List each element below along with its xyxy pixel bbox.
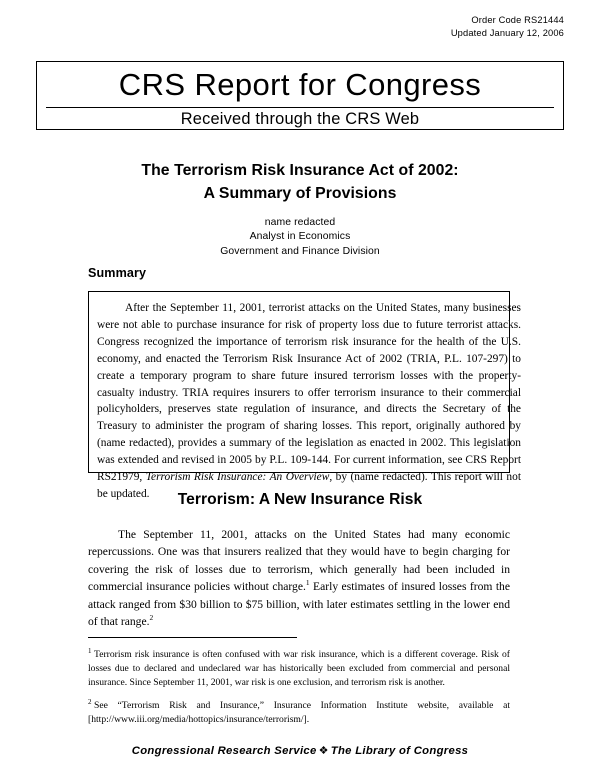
summary-text: [97, 300, 521, 503]
body-paragraph-part-1: The September 11, 2001, attacks on the United States had many economic repercussions. One was that insurers realized that they would have to begin charging for covering the risk of losses due to terrorism, which generally had been included in commercial insurance policies without charge.: [88, 528, 510, 594]
footnote-text: Terrorism risk insurance is often confused with war risk insurance, which is a different coverage. Risk of losses due to declared and undeclared war has historically been excluded from commercial and personal insurance. Since September 11, 2001, war risk is one exclusion, and terrorism risk is another.: [88, 649, 510, 689]
author-title: Analyst in Economics: [249, 231, 351, 243]
masthead-subtitle: Received through the CRS Web: [180, 110, 420, 128]
updated-date-text: Updated January 12, 2006: [450, 28, 564, 39]
body-paragraph: [88, 526, 510, 630]
page-title-line-2: A Summary of Provisions: [203, 184, 397, 202]
footnote-marker: 1: [88, 646, 92, 655]
footnote-marker: 2: [88, 698, 92, 707]
footnotes-area: [88, 648, 510, 736]
masthead-box: [36, 61, 564, 130]
footnote-reference-1: 1: [305, 578, 310, 588]
footnote-item: [88, 699, 510, 727]
footnote-item: [88, 648, 510, 690]
footnote-separator: [88, 637, 297, 638]
footer-right-text: The Library of Congress: [330, 745, 469, 757]
footer-left-text: Congressional Research Service: [131, 745, 317, 757]
author-division: Government and Finance Division: [220, 245, 380, 257]
page-title-line-1: The Terrorism Risk Insurance Act of 2002:: [141, 162, 459, 179]
footnote-reference-2: 2: [149, 613, 154, 623]
masthead-title: CRS Report for Congress: [118, 67, 482, 102]
summary-text-part-1: After the September 11, 2001, terrorist attacks on the United States, many businesses were not able to purchase insurance for risk of property loss due to future terrorist attacks. Congress recognized the importance of terrorism risk insurance for the health of the U.S. economy, and enacted the Terrorism Risk Insurance Act of 2002 (TRIA, P.L. 107-297) to create a temporary program to share future insured terrorism losses with the property-casualty industry. TRIA requires insurers to offer terrorism insurance to their commercial policyholders, preserves state regulation of insurance, and directs the Secretary of the Treasury to administer the program of sharing losses. This report, originally authored by (name redacted), provides a summary of the legislation as enacted in 2002. This legislation was extended and revised in 2005 by P.L. 109-144. For current information, see CRS Report RS21979,: [97, 302, 521, 484]
byline: [60, 216, 540, 259]
order-code-text: Order Code RS21444: [471, 15, 564, 25]
diamond-icon: ❖: [318, 745, 329, 757]
summary-heading: Summary: [88, 266, 147, 280]
order-code-block: [451, 14, 564, 40]
page-footer: [0, 744, 600, 757]
footnote-text: See “Terrorism Risk and Insurance,” Insurance Information Institute website, available at [http://www.iii.org/media/hottopics/insurance/terrorism/].: [88, 700, 510, 726]
summary-text-part-2: , by (name redacted). This report will not be updated.: [97, 471, 521, 500]
page-title: [60, 160, 540, 205]
body-paragraph-part-2: Early estimates of insured losses from the attack ranged from $30 billion to $75 billion, with later estimates settling in the lower end of that range.: [88, 580, 510, 629]
author-name: name redacted: [264, 217, 336, 228]
summary-text-italic: Terrorism Risk Insurance: An Overview: [145, 471, 330, 484]
section-heading: Terrorism: A New Insurance Risk: [177, 491, 423, 508]
